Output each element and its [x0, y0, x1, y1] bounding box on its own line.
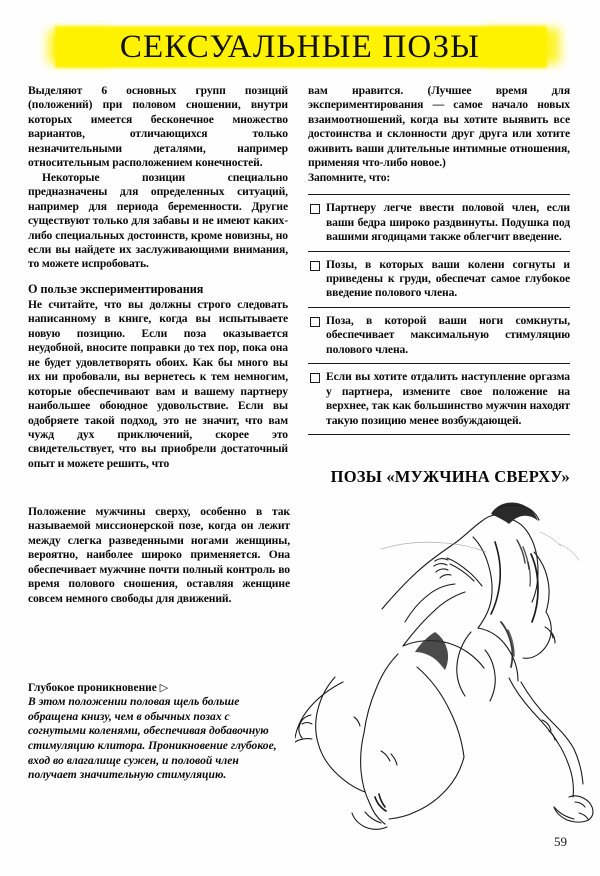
paragraph: Положение мужчины сверху, особенно в так называемой миссионерской позе, когда он лежит между слегка разведенными ногами женщины, вероятно, наиболее широко применяется. Она обеспечивает мужчине почти полный контроль во время полового сношения, оставляя женщине совсем немного свободы для движений.: [28, 505, 290, 605]
triangle-right-icon: ▷: [159, 682, 169, 694]
list-item: [308, 308, 570, 363]
caption-body: В этом положении половая щель больше обращена книзу, чем в обычных позах с согнутыми коленями, обеспечивая добавочную стимуляцию клитора. Проникновение глубокое, вход во влагалище сужен, и половой член получает значительную стимуляцию.: [28, 695, 277, 782]
checkbox-icon[interactable]: [310, 261, 320, 271]
page-title: СЕКСУАЛЬНЫЕ ПОЗЫ: [119, 29, 481, 65]
list-item-label: Партнеру легче ввести половой член, если ваши бедра широко раздвинуты. Подушка под вашими ягодицами также облегчит введение.: [326, 201, 570, 244]
remember-lead-in: Запомните, что:: [308, 170, 391, 184]
right-column: [308, 84, 570, 435]
paragraph: Некоторые позиции специально предназначены для определенных ситуаций, например для периода беременности. Другие существуют только для забавы и не имеют каких-либо специальных достоинств, кроме новизны, но если вы найдете их заслуживающими внимания, то можете испробовать.: [28, 170, 288, 271]
list-item-label: Позы, в которых ваши колени согнуты и приведены к груди, обеспечат самое глубокое введение полового члена.: [326, 257, 570, 300]
paragraph: вам нравится. (Лучшее время для экспериментирования — самое начало новых взаимоотношений, когда вы хотите выявить все достоинства и склонности друг друга или хотите оживить ваши длительные интимные отношения, применяя что-либо новое.): [308, 84, 570, 170]
illustration-svg: [295, 492, 595, 837]
left-column: [28, 84, 288, 471]
caption-title: [28, 681, 278, 695]
list-item: [308, 364, 570, 434]
figure-caption: [28, 681, 278, 783]
subheading-experimentation: О пользе экспериментирования: [28, 281, 204, 296]
section-body: [28, 505, 290, 606]
caption-title-text: Глубокое проникновение: [28, 682, 157, 694]
paragraph: Выделяют 6 основных групп позиций (положений) при половом сношении, внутри которых имеется бесконечное множество вариантов, отличающихся только незначительными деталями, например относительным расположением конечностей.: [28, 84, 288, 170]
list-item: [308, 195, 570, 250]
checkbox-icon[interactable]: [310, 204, 320, 214]
page-number: 59: [554, 834, 567, 849]
checkbox-icon[interactable]: [310, 317, 320, 327]
list-item: [308, 252, 570, 307]
list-item-label: Поза, в которой ваши ноги сомкнуты, обеспечивает максимальную стимуляцию полового члена.: [326, 313, 570, 356]
divider: [308, 434, 570, 435]
tips-checklist: [308, 194, 570, 435]
paragraph: Не считайте, что вы должны строго следовать написанному в книге, когда вы испытываете новую позицию. Если поза оказывается неудобной, вносите поправки до тех пор, пока она не будет удовлетворять обоих. Как бы много вы их ни пробовали, вы вернетесь к тем немногим, которые обеспечивают вам и вашему партнеру наибольшее обоюдное удовольствие. Если вы одобряете такой подход, это не значит, что вам чужд дух приключений, скорее это свидетельствует, что вы приобрели достаточный опыт и можете решить, что: [28, 297, 288, 470]
list-item-label: Если вы хотите отдалить наступление оргазма у партнера, измените свое положение на верхнее, так как большинство мужчин находят такую позицию менее возбуждающей.: [326, 370, 570, 427]
section-heading-man-on-top: ПОЗЫ «МУЖЧИНА СВЕРХУ»: [330, 467, 570, 486]
couple-line-drawing-illustration: [295, 492, 595, 837]
checkbox-icon[interactable]: [310, 373, 320, 383]
title-banner: [30, 22, 570, 72]
